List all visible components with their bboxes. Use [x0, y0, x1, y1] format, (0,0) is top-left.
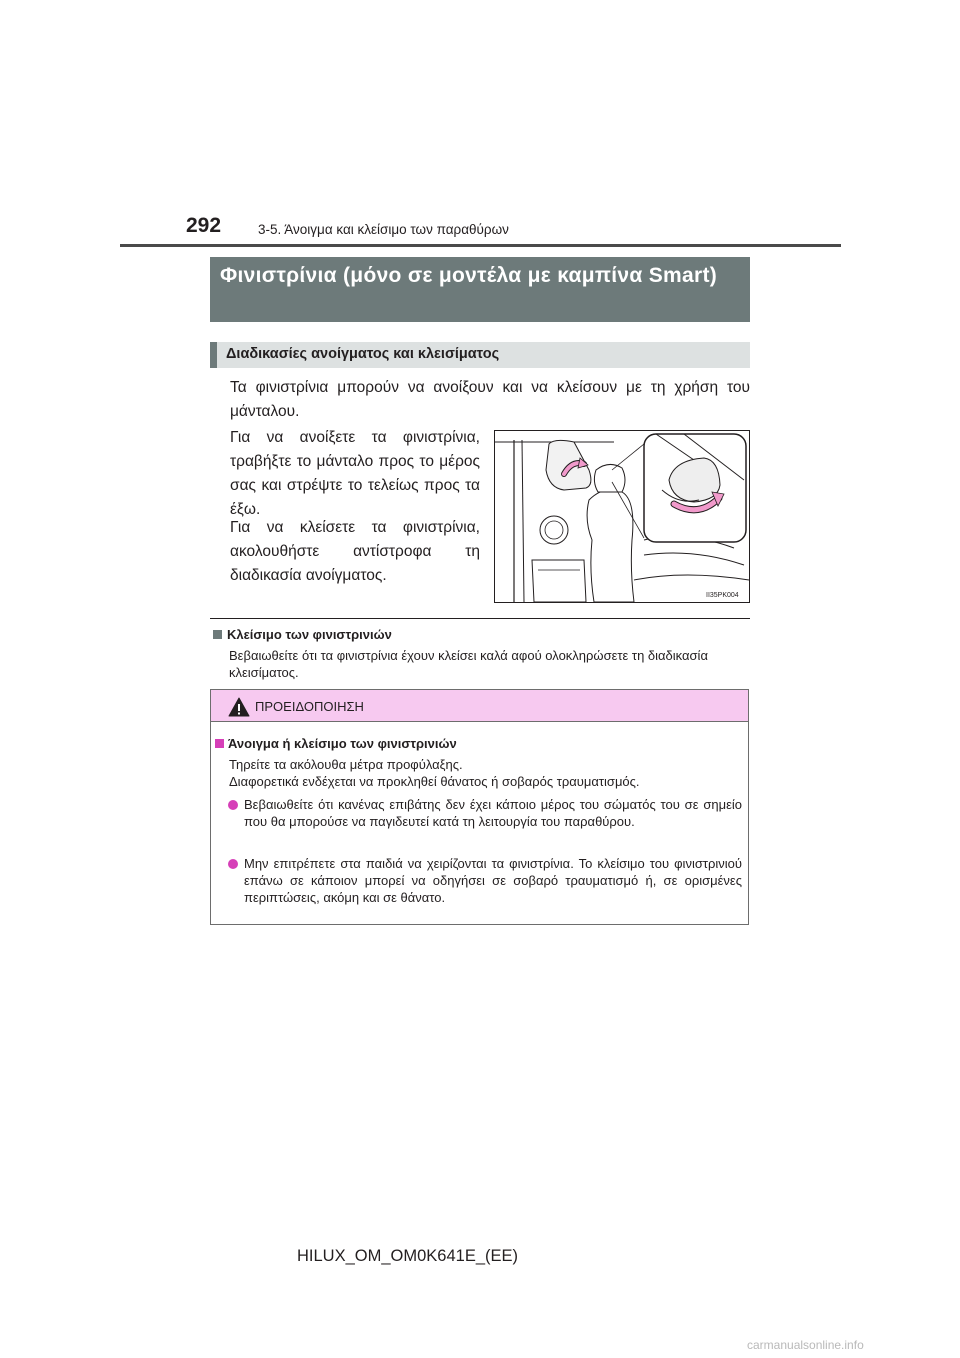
illustration-code: II35PK004 [706, 592, 739, 599]
open-instructions: Για να ανοίξετε τα φινιστρίνια, τραβήξτε το μάνταλο προς το μέρος σας και στρέψτε το τελείως προς τα έξω. [230, 429, 480, 518]
warning-intro [229, 756, 739, 790]
warning-heading [215, 736, 457, 751]
note-heading [213, 627, 392, 642]
warning-label: ΠΡΟΕΙΔΟΠΟΙΗΣΗ [255, 699, 364, 714]
vent-window-illustration [494, 430, 750, 603]
warning-intro-line: Διαφορετικά ενδέχεται να προκληθεί θάνατος ή σοβαρός τραυματισμός. [229, 774, 640, 789]
warning-intro-line: Τηρείτε τα ακόλουθα μέτρα προφύλαξης. [229, 757, 463, 772]
header-divider [120, 244, 841, 247]
square-bullet-icon [215, 739, 224, 748]
subsection-bar-accent [210, 342, 217, 368]
square-bullet-icon [213, 630, 222, 639]
warning-bullet: Μην επιτρέπετε στα παιδιά να χειρίζονται τα φινιστρίνια. Το κλείσιμο του φινιστρινιού επάνω σε κάποιον μπορεί να οδηγήσει σε σοβαρό τραυματισμό ή, σε ορισμένες περιπτώσεις, ακόμη και σε θάνατο. [244, 856, 742, 905]
subsection-title: Διαδικασίες ανοίγματος και κλεισίματος [226, 346, 500, 362]
watermark: carmanualsonline.info [747, 1338, 864, 1352]
bullet-dot-icon [228, 859, 238, 869]
note-heading-text: Κλείσιμο των φινιστρινιών [227, 627, 392, 642]
close-instructions: Για να κλείσετε τα φινιστρίνια, ακολουθήστε αντίστροφα τη διαδικασία ανοίγματος. [230, 519, 480, 584]
section-title: Φινιστρίνια (μόνο σε μοντέλα με καμπίνα Smart) [210, 257, 750, 322]
chapter-title: 3-5. Άνοιγμα και κλείσιμο των παραθύρων [258, 222, 509, 237]
document-code: HILUX_OM_OM0K641E_(EE) [297, 1247, 519, 1265]
intro-paragraph: Τα φινιστρίνια μπορούν να ανοίξουν και να κλείσουν με τη χρήση του μάνταλου. [230, 379, 750, 420]
warning-bullet: Βεβαιωθείτε ότι κανένας επιβάτης δεν έχει κάποιο μέρος του σώματός του σε σημείο που θα μπορούσε να παγιδευτεί κατά τη λειτουργία του παραθύρου. [244, 797, 742, 829]
note-text: Βεβαιωθείτε ότι τα φινιστρίνια έχουν κλείσει καλά αφού ολοκληρώσετε τη διαδικασία κλεισίματος. [229, 648, 708, 680]
warning-triangle-icon [228, 697, 250, 717]
page-number: 292 [186, 214, 222, 237]
section-divider [210, 618, 750, 619]
warning-heading-text: Άνοιγμα ή κλείσιμο των φινιστρινιών [228, 736, 457, 751]
bullet-dot-icon [228, 800, 238, 810]
